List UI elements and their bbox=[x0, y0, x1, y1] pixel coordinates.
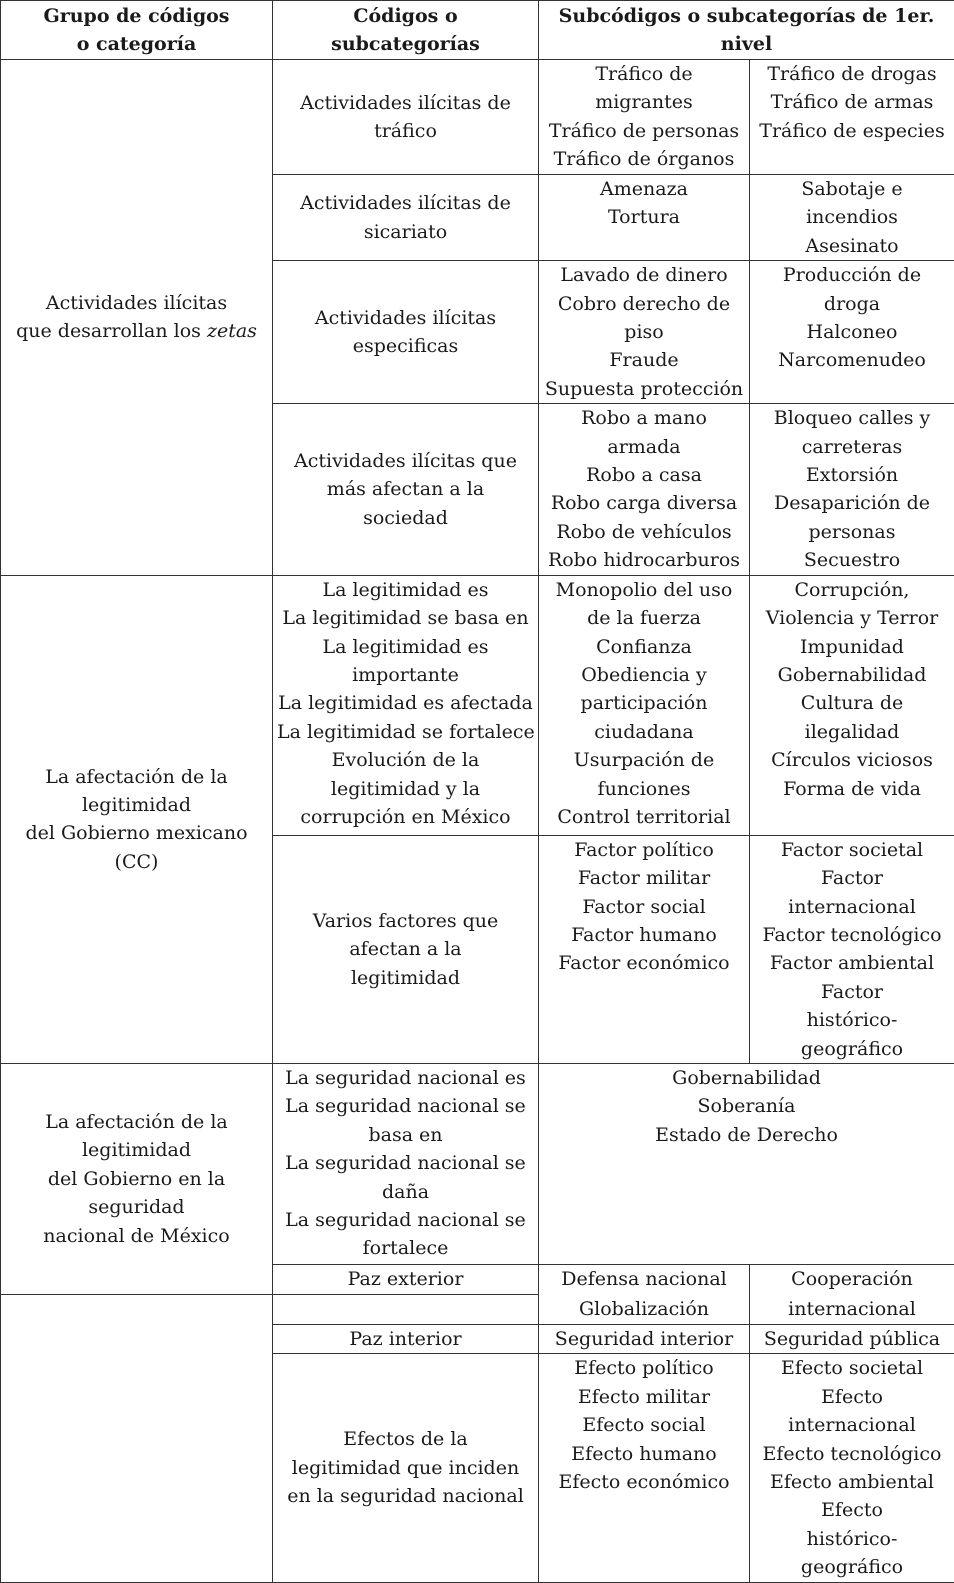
group-label-empty bbox=[1, 1294, 273, 1582]
subcode-left: Factor político Factor militar Factor social Factor humano Factor económico bbox=[539, 835, 750, 1063]
subcode-merged: Gobernabilidad Soberanía Estado de Derecho bbox=[539, 1063, 954, 1264]
table-row bbox=[1, 575, 954, 835]
header-codes: Códigos o subcategorías bbox=[273, 1, 539, 60]
subcode-left: Amenaza Tortura bbox=[539, 175, 750, 261]
subcode-left: Tráfico de migrantes Tráfico de personas Tráfico de órganos bbox=[539, 60, 750, 175]
code-cell: Actividades ilícitas de tráfico bbox=[273, 60, 539, 175]
code-cell: Actividades ilícitas especificas bbox=[273, 261, 539, 404]
subcode-right: Efecto societal Efecto internacional Efecto tecnológico Efecto ambiental Efecto histórico-geográfico bbox=[750, 1354, 954, 1582]
code-cell: Paz exterior bbox=[273, 1264, 539, 1294]
subcode-left: Robo a mano armada Robo a casa Robo carga diversa Robo de vehículos Robo hidrocarburos bbox=[539, 404, 750, 575]
header-group: Grupo de códigos o categoría bbox=[1, 1, 273, 60]
subcode-left: Efecto político Efecto militar Efecto social Efecto humano Efecto económico bbox=[539, 1354, 750, 1582]
subcode-right: Sabotaje e incendios Asesinato bbox=[750, 175, 954, 261]
subcode-left: Defensa nacional bbox=[539, 1264, 750, 1294]
group-label: La afectación de la legitimidad del Gobierno en la seguridad nacional de México bbox=[1, 1063, 273, 1294]
code-cell: Efectos de la legitimidad que inciden en la seguridad nacional bbox=[273, 1354, 539, 1582]
subcode-right: Tráfico de drogas Tráfico de armas Tráfico de especies bbox=[750, 60, 954, 175]
group-label: Actividades ilícitas que desarrollan los zetas bbox=[1, 60, 273, 576]
header-subcodes: Subcódigos o subcategorías de 1er. nivel bbox=[539, 1, 954, 60]
subcode-right: Corrupción, Violencia y Terror Impunidad Gobernabilidad Cultura de ilegalidad Círculos viciosos Forma de vida bbox=[750, 575, 954, 835]
subcode-left: Globalización bbox=[539, 1294, 750, 1324]
subcode-left: Seguridad interior bbox=[539, 1324, 750, 1353]
code-cell: Varios factores que afectan a la legitimidad bbox=[273, 835, 539, 1063]
table-row bbox=[1, 60, 954, 175]
code-cell: Actividades ilícitas que más afectan a la sociedad bbox=[273, 404, 539, 575]
subcode-left: Lavado de dinero Cobro derecho de piso Fraude Supuesta protección bbox=[539, 261, 750, 404]
subcode-right: Producción de droga Halconeo Narcomenudeo bbox=[750, 261, 954, 404]
code-cell bbox=[273, 1294, 539, 1324]
group-label: La afectación de la legitimidad del Gobierno mexicano (CC) bbox=[1, 575, 273, 1063]
code-cell: Paz interior bbox=[273, 1324, 539, 1353]
subcode-right: Seguridad pública bbox=[750, 1324, 954, 1353]
code-cell: La legitimidad es La legitimidad se basa en La legitimidad es importante La legitimidad es afectada La legitimidad se fortalece Evolución de la legitimidad y la corrupción en México bbox=[273, 575, 539, 835]
subcode-right: Bloqueo calles y carreteras Extorsión Desaparición de personas Secuestro bbox=[750, 404, 954, 575]
subcode-right: Factor societal Factor internacional Factor tecnológico Factor ambiental Factor histórico-geográfico bbox=[750, 835, 954, 1063]
subcode-right: internacional bbox=[750, 1294, 954, 1324]
header-row bbox=[1, 1, 954, 60]
code-cell: La seguridad nacional es La seguridad nacional se basa en La seguridad nacional se daña La seguridad nacional se fortalece bbox=[273, 1063, 539, 1264]
code-cell: Actividades ilícitas de sicariato bbox=[273, 175, 539, 261]
subcode-right: Cooperación bbox=[750, 1264, 954, 1294]
table-row bbox=[1, 1294, 954, 1324]
table-row bbox=[1, 1063, 954, 1264]
subcode-left: Monopolio del uso de la fuerza Confianza Obediencia y participación ciudadana Usurpación de funciones Control territorial bbox=[539, 575, 750, 835]
